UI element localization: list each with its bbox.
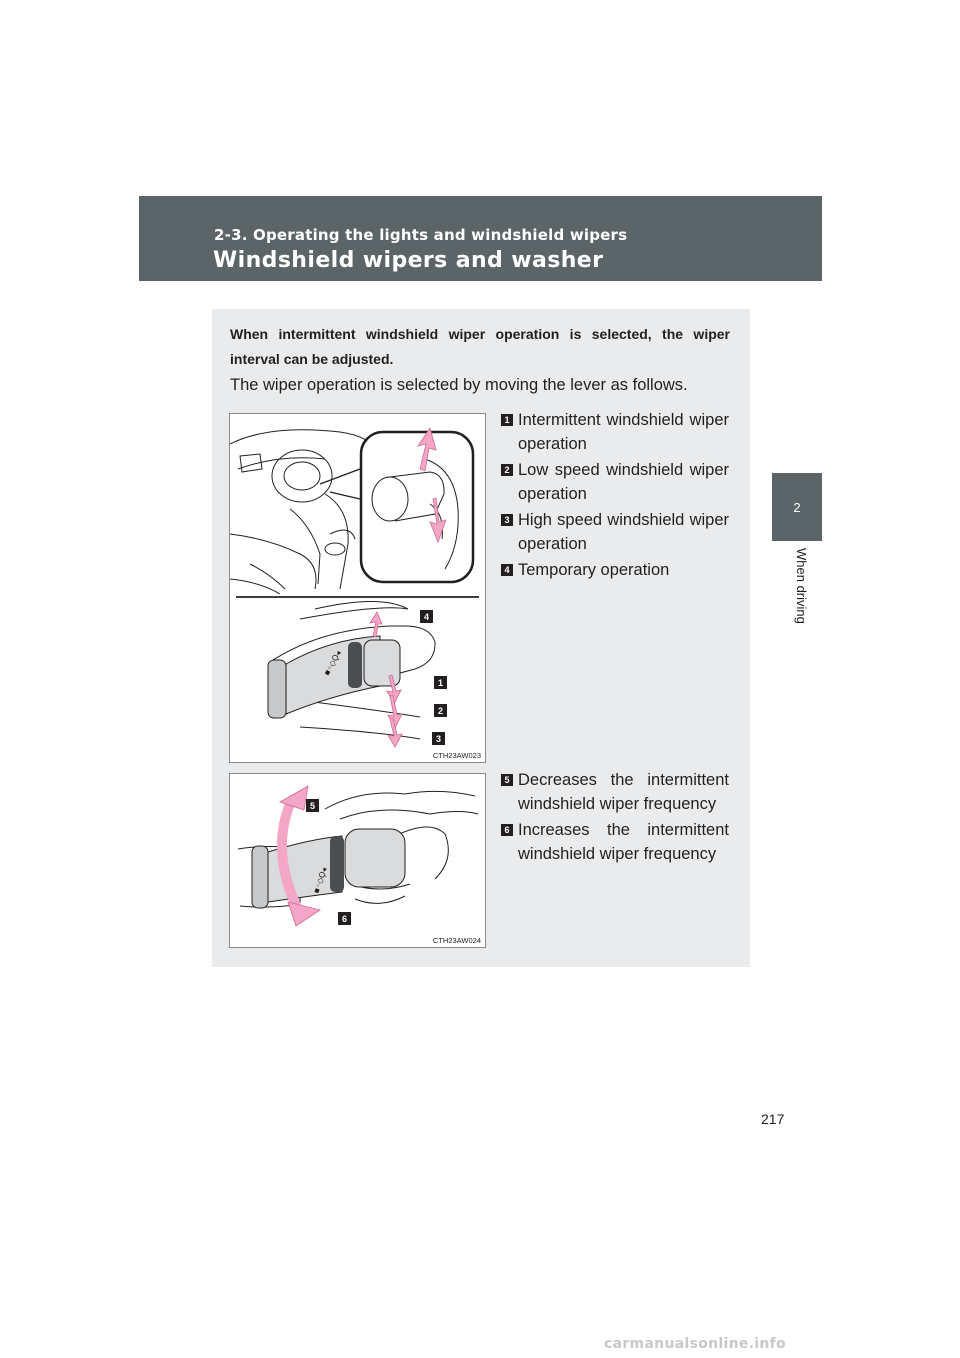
page-number: 217 [761, 1111, 785, 1127]
wiper-dial-illustration [230, 774, 485, 947]
list-item [501, 408, 729, 456]
list-item [501, 508, 729, 556]
figure-wiper-frequency-dial [229, 773, 486, 948]
intro-bold-text: When intermittent windshield wiper operation is selected, the wiper interval can be adjusted. [230, 326, 730, 367]
intro-text: The wiper operation is selected by moving the lever as follows. [230, 376, 688, 394]
callout-6: 6 [338, 912, 351, 925]
figure-code: CTH23AW024 [432, 936, 481, 945]
callout-3: 3 [432, 732, 445, 745]
item-text: Increases the intermittent windshield wiper frequency [518, 821, 729, 863]
dial-markings: ▪◦◇Ϙ◂ [311, 866, 329, 895]
wiper-operation-list [501, 408, 729, 584]
list-item [501, 458, 729, 506]
watermark: carmanualsonline.info [604, 1336, 786, 1352]
page-title: Windshield wipers and washer [213, 248, 604, 273]
item-number: 5 [501, 774, 513, 786]
chapter-tab[interactable] [772, 473, 822, 541]
item-text: High speed windshield wiper operation [518, 511, 729, 553]
item-number: 4 [501, 564, 513, 576]
figure-code: CTH23AW023 [432, 751, 481, 760]
item-text: Temporary operation [518, 561, 670, 579]
chapter-label: When driving [794, 548, 809, 624]
callout-2: 2 [434, 704, 447, 717]
item-number: 3 [501, 514, 513, 526]
figure-wiper-lever-positions [229, 413, 486, 763]
callout-5: 5 [306, 799, 319, 812]
list-item [501, 768, 729, 816]
wiper-frequency-list [501, 768, 729, 868]
lever-markings: ▪◦◇Ϙ◂ [321, 649, 344, 677]
callout-1: 1 [434, 676, 447, 689]
callout-4: 4 [420, 610, 433, 623]
chapter-number: 2 [793, 499, 801, 515]
list-item [501, 558, 729, 582]
item-text: Decreases the intermittent windshield wiper frequency [518, 771, 729, 813]
item-number: 1 [501, 414, 513, 426]
item-number: 2 [501, 464, 513, 476]
section-label: 2-3. Operating the lights and windshield wipers [214, 226, 628, 244]
list-item [501, 818, 729, 866]
item-text: Intermittent windshield wiper operation [518, 411, 729, 453]
item-number: 6 [501, 824, 513, 836]
item-text: Low speed windshield wiper operation [518, 461, 729, 503]
